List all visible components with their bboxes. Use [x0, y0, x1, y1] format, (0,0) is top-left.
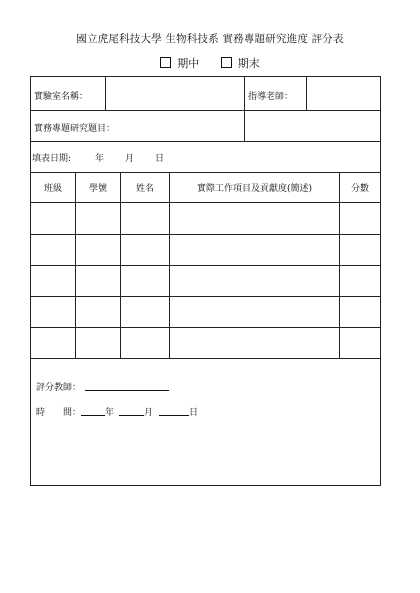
midterm-checkbox[interactable]	[160, 57, 171, 68]
time-day-unit: 日	[189, 408, 199, 418]
period-final-option[interactable]	[221, 55, 260, 71]
period-midterm-option[interactable]	[160, 55, 199, 71]
time-month-unit: 月	[144, 408, 154, 418]
grader-label	[36, 380, 169, 393]
lab-name-field[interactable]	[106, 78, 243, 109]
project-title-label: 實務專題研究題目：	[34, 124, 116, 134]
divider	[31, 358, 380, 359]
column-header-work-items: 實際工作項目及貢獻度(簡述)	[196, 184, 313, 194]
column-header-score: 分數	[350, 184, 369, 194]
table-body[interactable]	[31, 203, 380, 358]
column-header-class: 班級	[43, 184, 62, 194]
final-checkbox[interactable]	[221, 57, 232, 68]
grader-label-text: 評分教師：	[36, 383, 82, 393]
divider	[31, 172, 380, 173]
time-year-field[interactable]	[81, 405, 105, 416]
column-header-student-id: 學號	[88, 184, 107, 194]
project-title-field[interactable]	[245, 111, 379, 141]
lab-name-label: 實驗室名稱：	[34, 92, 89, 102]
time-month-field[interactable]	[119, 405, 144, 416]
midterm-label: 期中	[177, 57, 200, 70]
time-row	[36, 405, 198, 418]
time-label: 時 間：	[36, 408, 82, 418]
column-header-name: 姓名	[135, 184, 154, 194]
divider	[244, 77, 245, 110]
grader-signature-line[interactable]	[85, 380, 169, 391]
form-title: 國立虎尾科技大學 生物科技系 實務專題研究進度 評分表	[76, 33, 344, 45]
date-year-label: 年	[95, 154, 105, 164]
date-month-label: 月	[125, 154, 135, 164]
period-options	[0, 55, 420, 71]
time-year-unit: 年	[105, 408, 115, 418]
fill-date-label: 填表日期:	[32, 154, 72, 164]
evaluation-form	[30, 76, 381, 486]
advisor-label: 指導老師：	[248, 92, 294, 102]
advisor-field[interactable]	[307, 78, 379, 109]
final-label: 期末	[237, 57, 260, 70]
divider	[31, 141, 380, 142]
time-day-field[interactable]	[159, 405, 189, 416]
date-day-label: 日	[155, 154, 165, 164]
